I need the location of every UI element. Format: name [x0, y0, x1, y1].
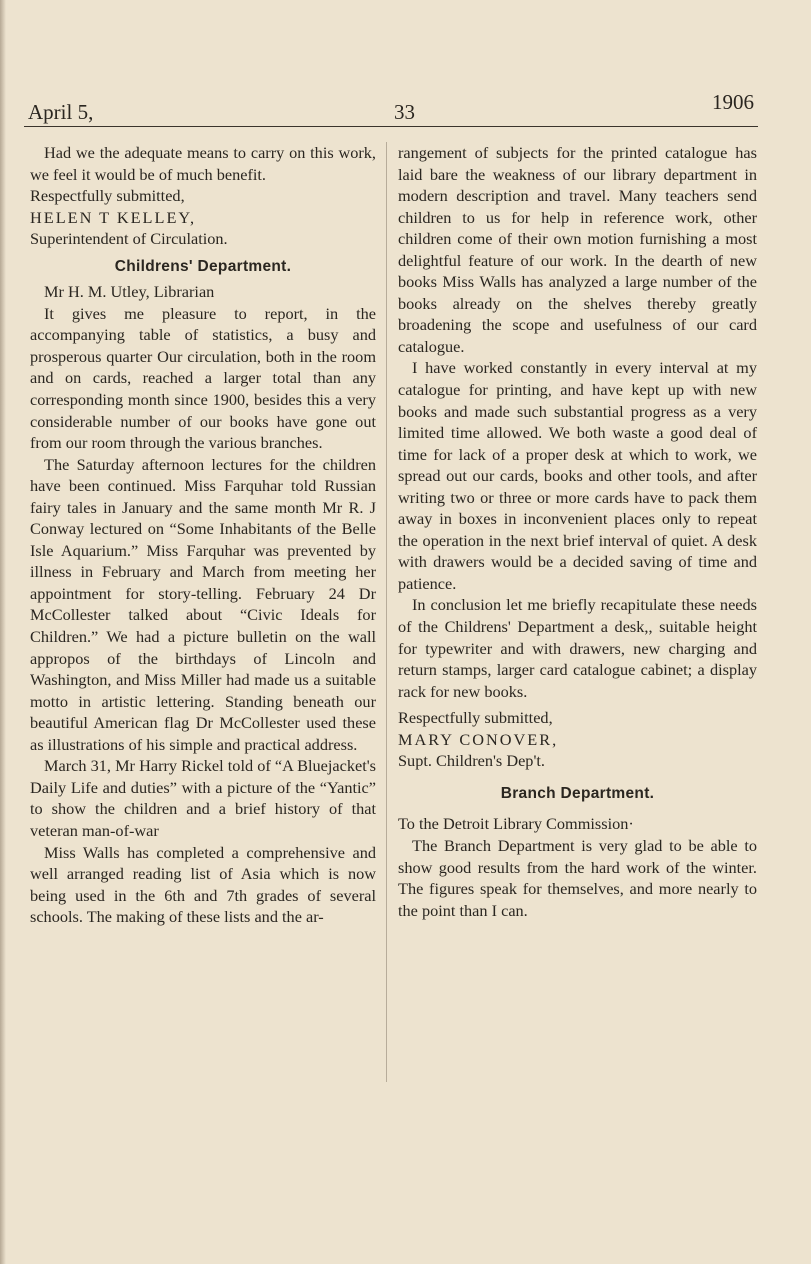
signature-name: MARY CONOVER,: [398, 729, 559, 749]
paragraph: The Saturday afternoon lectures for the children have been continued. Miss Farquhar told Russian fairy tales in January and the same month Mr R. J Conway lectured on “Some Inhabitants of the Belle Isle Aquarium.” Miss Farquhar was prevented by illness in February and March from meeting her appointment for story-telling. February 24 Dr McCollester talked about “Civic Ideals for Children.” We had a picture bulletin on the wall appropos of the birthdays of Lincoln and Washington, and Miss Miller had made us a suitable motto in artistic lettering. Standing beneath our beautiful American flag Dr McCollester used these as illustrations of his simple and practical address.: [30, 454, 376, 754]
addressee: To the Detroit Library Commission·: [398, 814, 634, 834]
paragraph: rangement of subjects for the printed catalogue has laid bare the weakness of our library department in modern description and travel. Many teachers send children to us for help in reference work, other children come of their own motion furnishing a most delightful feature of our work. In the dearth of new books Miss Walls has analyzed a large number of the books already on the shelves thereby greatly broadening the scope and usefulness of our card catalogue.: [398, 143, 757, 356]
signature-line: Respectfully submitted,: [398, 708, 553, 728]
signature-title: Superintendent of Circulation.: [30, 229, 228, 249]
section-heading-childrens: Childrens' Department.: [114, 257, 292, 275]
signature-name: HELEN T KELLEY,: [30, 207, 197, 227]
header-rule: [24, 126, 758, 127]
paragraph: I have worked constantly in every interval at my catalogue for printing, and have kept up with new books and made such substantial progress as a very limited time allowed. We both waste a good deal of time for lack of a proper desk at which to work, we spread out our cards, books and other tools, and after writing two or three or more cards have to pack them away in boxes in inconvenient places only to repeat the operation in the next brief interval of quiet. A desk with drawers would be a decided saving of time and patience.: [398, 358, 757, 593]
page-number: 33: [394, 100, 415, 124]
paragraph: March 31, Mr Harry Rickel told of “A Bluejacket's Daily Life and duties” with a picture of the “Yantic” to show the children and a brief history of that veteran man-of-war: [30, 756, 376, 840]
circulation-closing-paragraph: Had we the adequate means to carry on this work, we feel it would be of much benefit.: [30, 143, 376, 184]
column-divider: [386, 142, 387, 1082]
paragraph: The Branch Department is very glad to be able to show good results from the hard work of the winter. The figures speak for themselves, and more nearly to the point than I can.: [398, 835, 757, 920]
signature-line: Respectfully submitted,: [30, 186, 185, 206]
signature-title: Supt. Children's Dep't.: [398, 751, 545, 771]
section-heading-branch: Branch Department.: [500, 784, 655, 802]
paragraph: In conclusion let me briefly recapitulate these needs of the Childrens' Department a desk,, suitable height for typewriter and with drawers, new charging and return stamps, larger card catalogue cabinet; a display rack for new books.: [398, 595, 757, 701]
page-edge-shadow: [0, 0, 6, 1264]
paragraph: It gives me pleasure to report, in the accompanying table of statistics, a busy and prosperous quarter Our circulation, both in the room and on cards, reached a larger total than any corresponding month since 1900, besides this a very considerable number of our books have gone out from our room through the various branches.: [30, 303, 376, 453]
header-year: 1906: [712, 90, 754, 114]
right-column: [398, 142, 757, 921]
page-header: [24, 90, 762, 126]
addressee: Mr H. M. Utley, Librarian: [44, 282, 215, 302]
paragraph: Miss Walls has completed a comprehensive and well arranged reading list of Asia which is now being used in the 6th and 7th grades of several schools. The making of these lists and the ar-: [30, 842, 376, 927]
header-date: April 5,: [28, 100, 94, 124]
left-column: [30, 142, 376, 928]
